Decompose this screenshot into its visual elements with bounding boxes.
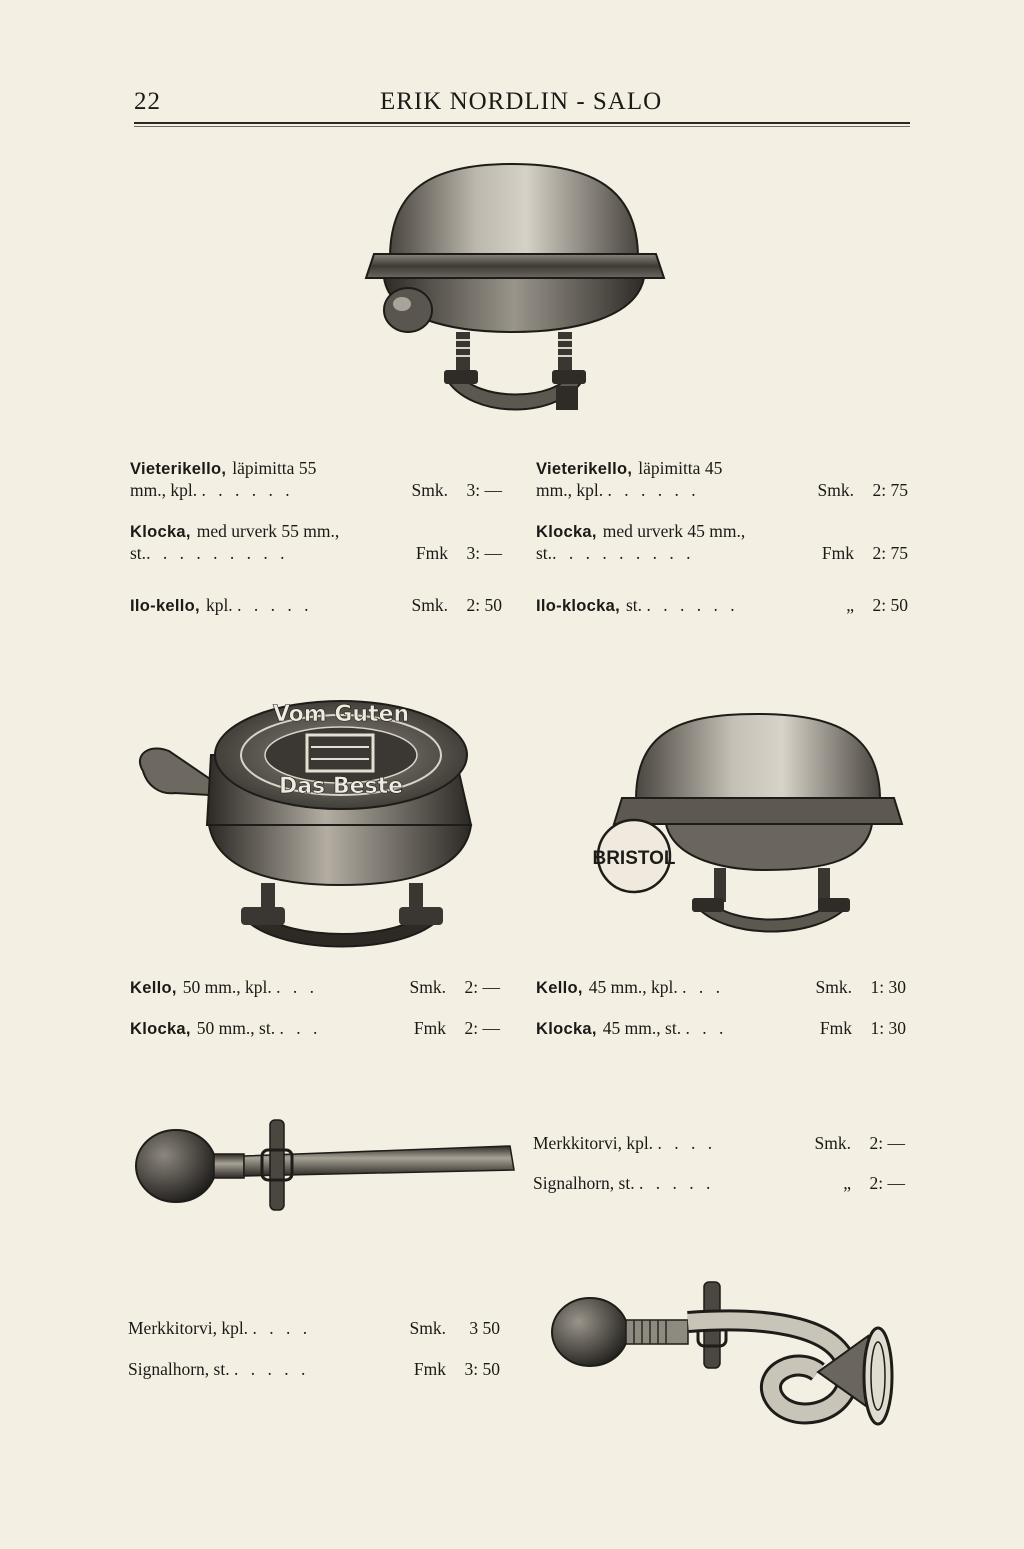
bell-illustration-bristol: [592, 700, 916, 960]
entry-desc: 50 mm., st.: [196, 1018, 276, 1038]
bell-illustration-top: [360, 150, 670, 440]
entry-desc: 45 mm., st.: [602, 1018, 682, 1038]
page-number: 22: [134, 88, 161, 115]
entry-desc: läpimitta 45: [638, 458, 723, 478]
leader-dots: . . .: [685, 1018, 728, 1038]
entry-name: Ilo-klocka,: [536, 597, 620, 615]
straight-horn-illustration: [130, 1110, 520, 1220]
currency: Fmk: [413, 1359, 446, 1379]
currency: Smk.: [409, 1318, 446, 1338]
price: [818, 479, 908, 501]
entry-desc: Signalhorn, st.: [533, 1173, 635, 1193]
price: [412, 479, 502, 501]
currency: Smk.: [409, 977, 446, 997]
price-value: 3: —: [466, 480, 502, 500]
price: [410, 976, 500, 998]
entry-name: Vieterikello,: [130, 460, 227, 478]
currency: Smk.: [814, 1133, 851, 1153]
leader-dots: . . . . .: [233, 1359, 310, 1379]
price-value: 2: —: [869, 1133, 905, 1153]
bell-illustration-vom-guten: [135, 685, 485, 965]
price-value: 3: 50: [464, 1359, 500, 1379]
entry-kello-45: [536, 976, 906, 998]
currency: Fmk: [819, 1018, 852, 1038]
leader-dots: . . . . . . . . .: [552, 543, 695, 563]
leader-dots: . . . . . .: [201, 480, 294, 500]
currency: Smk.: [411, 480, 448, 500]
currency: Fmk: [821, 543, 854, 563]
leader-dots: . . . . .: [638, 1173, 715, 1193]
entry-merkkitorvi-curled: [128, 1317, 500, 1339]
entry-desc: kpl.: [205, 595, 233, 615]
entry-desc: Merkkitorvi, kpl.: [128, 1318, 249, 1338]
currency: Fmk: [413, 1018, 446, 1038]
price-value: 2: 50: [872, 595, 908, 615]
price-value: 2: 75: [872, 480, 908, 500]
leader-dots: . . . . . .: [646, 595, 739, 615]
leader-dots: . . .: [276, 977, 318, 997]
price: [414, 1017, 500, 1039]
price: [846, 594, 908, 616]
entry-desc: 45 mm., kpl.: [588, 977, 678, 997]
price: [816, 976, 906, 998]
currency: Smk.: [817, 480, 854, 500]
entry-name: Klocka,: [130, 523, 191, 541]
currency: Fmk: [415, 543, 448, 563]
entry-cont: st.: [536, 543, 553, 563]
price: [416, 542, 502, 564]
entry-signalhorn-curled: [128, 1358, 500, 1380]
price-value: 2: 50: [466, 595, 502, 615]
page-header: [134, 88, 910, 128]
entry-desc: st.: [626, 595, 643, 615]
price: [412, 594, 502, 616]
currency: „: [843, 1173, 851, 1193]
price: [414, 1358, 500, 1380]
entry-signalhorn-straight: [533, 1172, 905, 1194]
entry-name: Vieterikello,: [536, 460, 633, 478]
header-rule: [134, 122, 910, 124]
entry-vieterikello-55: [130, 457, 502, 501]
price-value: 2: —: [464, 1018, 500, 1038]
price-value: 2: 75: [872, 543, 908, 563]
price-value: 3: —: [466, 543, 502, 563]
bristol-label: BRISTOL: [592, 848, 676, 869]
entry-klocka-50: [130, 1017, 500, 1039]
price-value: 2: —: [464, 977, 500, 997]
leader-dots: . . . . . .: [607, 480, 700, 500]
entry-desc: Merkkitorvi, kpl.: [533, 1133, 654, 1153]
entry-desc: läpimitta 55: [232, 458, 317, 478]
entry-ilo-klocka: [536, 594, 908, 616]
running-head: ERIK NORDLIN - SALO: [380, 88, 663, 115]
leader-dots: . . . .: [252, 1318, 312, 1338]
entry-klocka-45-urverk: [536, 520, 908, 564]
entry-kello-50: [130, 976, 500, 998]
entry-vieterikello-45: [536, 457, 908, 501]
entry-name: Kello,: [536, 979, 583, 997]
currency: Smk.: [815, 977, 852, 997]
price-value: 1: 30: [870, 977, 906, 997]
entry-cont: st.: [130, 543, 147, 563]
price: [410, 1317, 500, 1339]
entry-cont: mm., kpl.: [536, 480, 604, 500]
entry-klocka-55: [130, 520, 502, 564]
curled-horn-illustration: [548, 1276, 908, 1436]
leader-dots: . . . . . . . . .: [146, 543, 289, 563]
entry-cont: mm., kpl.: [130, 480, 198, 500]
leader-dots: . . . .: [657, 1133, 717, 1153]
price: [843, 1172, 905, 1194]
leader-dots: . . .: [682, 977, 724, 997]
price: [815, 1132, 905, 1154]
price-value: 1: 30: [870, 1018, 906, 1038]
entry-name: Ilo-kello,: [130, 597, 200, 615]
price-value: 3 50: [469, 1318, 500, 1338]
leader-dots: . . .: [279, 1018, 322, 1038]
price: [822, 542, 908, 564]
entry-name: Klocka,: [130, 1020, 191, 1038]
entry-desc: Signalhorn, st.: [128, 1359, 230, 1379]
bell-inscription-bottom: Das Beste: [278, 774, 404, 799]
currency: „: [846, 595, 854, 615]
entry-name: Klocka,: [536, 523, 597, 541]
price-value: 2: —: [869, 1173, 905, 1193]
price: [820, 1017, 906, 1039]
currency: Smk.: [411, 595, 448, 615]
entry-ilo-kello: [130, 594, 502, 616]
entry-klocka-45: [536, 1017, 906, 1039]
entry-name: Klocka,: [536, 1020, 597, 1038]
entry-name: Kello,: [130, 979, 177, 997]
entry-desc: med urverk 55 mm.,: [196, 521, 340, 541]
header-rule-thin: [134, 126, 910, 127]
bell-inscription-top: Vom Guten: [272, 702, 410, 727]
entry-desc: 50 mm., kpl.: [182, 977, 272, 997]
leader-dots: . . . . .: [237, 595, 313, 615]
entry-desc: med urverk 45 mm.,: [602, 521, 746, 541]
entry-merkkitorvi-straight: [533, 1132, 905, 1154]
